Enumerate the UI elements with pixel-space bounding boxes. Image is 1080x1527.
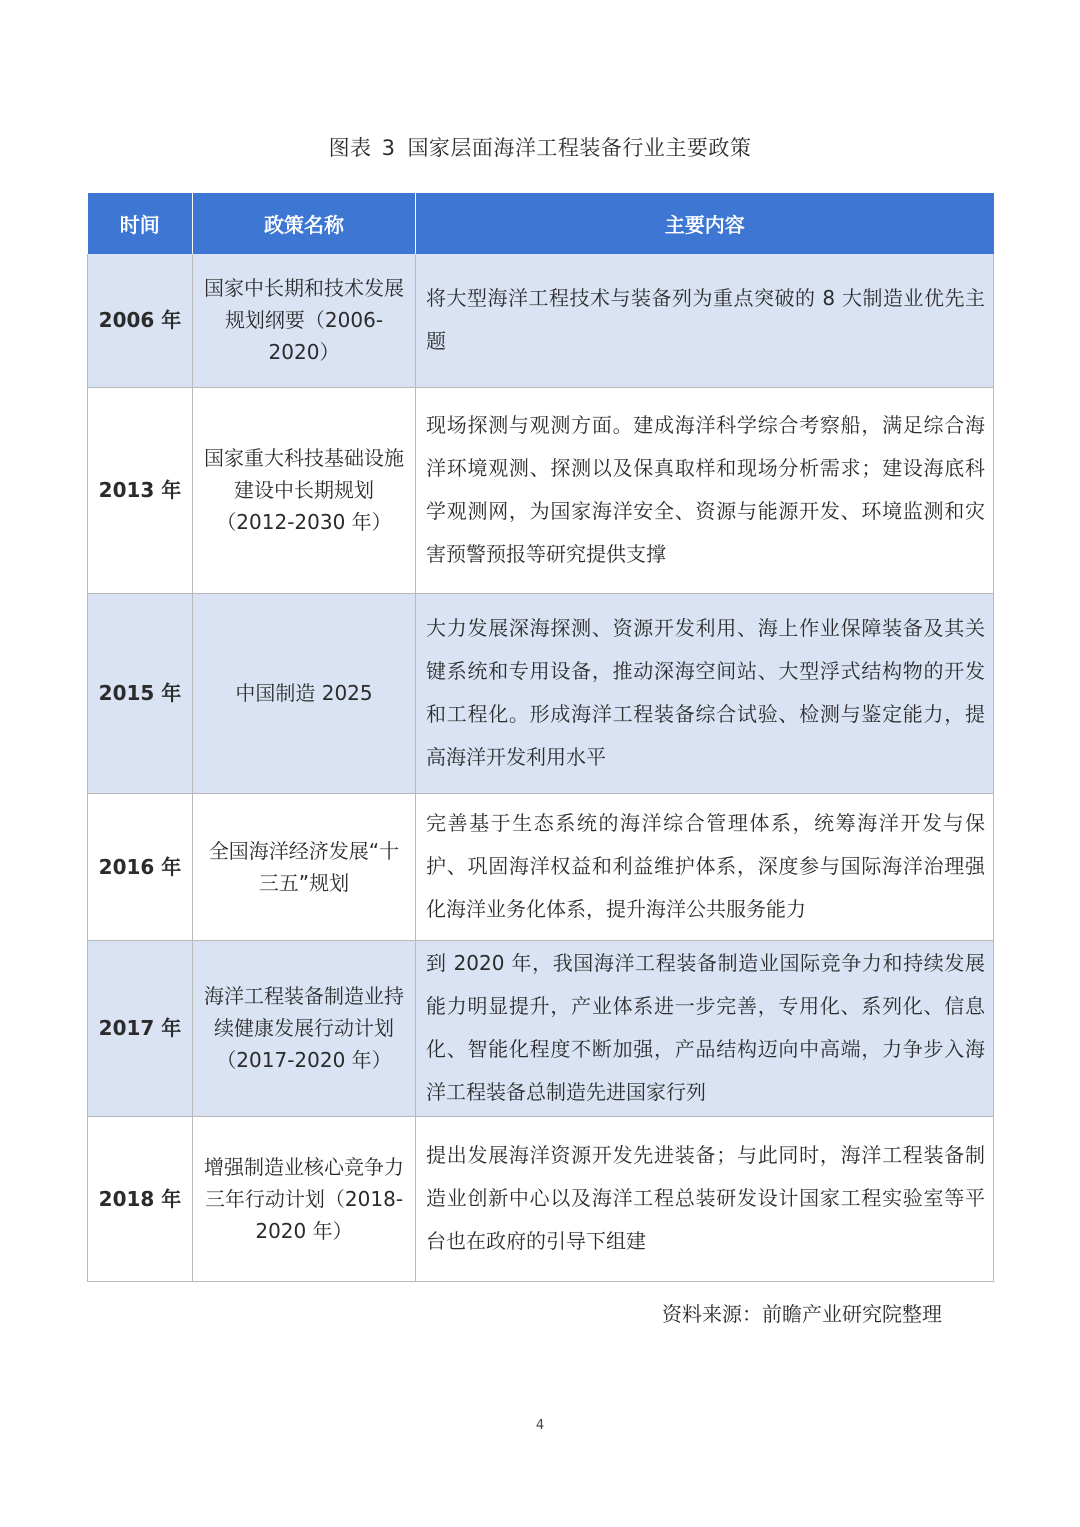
caption-title: 国家层面海洋工程装备行业主要政策 [407, 136, 752, 160]
row-content: 到 2020 年，我国海洋工程装备制造业国际竞争力和持续发展能力明显提升，产业体系进一步完善，专用化、系列化、信息化、智能化程度不断加强，产品结构迈向中高端，力争步入海洋工程装备总制造先进国家行列 [416, 940, 994, 1116]
row-year: 2018 年 [88, 1116, 193, 1281]
policy-table [87, 193, 994, 1282]
table-row [88, 387, 994, 593]
row-policy-name: 全国海洋经济发展“十三五”规划 [193, 793, 416, 940]
row-year: 2006 年 [88, 254, 193, 387]
header-time: 时间 [88, 193, 193, 254]
table-row [88, 793, 994, 940]
row-year: 2016 年 [88, 793, 193, 940]
row-content: 大力发展深海探测、资源开发利用、海上作业保障装备及其关键系统和专用设备，推动深海空间站、大型浮式结构物的开发和工程化。形成海洋工程装备综合试验、检测与鉴定能力，提高海洋开发利用水平 [416, 593, 994, 793]
row-year: 2013 年 [88, 387, 193, 593]
table-row [88, 940, 994, 1116]
row-year: 2015 年 [88, 593, 193, 793]
table-row [88, 593, 994, 793]
row-policy-name: 中国制造 2025 [193, 593, 416, 793]
table-header-row [88, 193, 994, 254]
row-policy-name: 海洋工程装备制造业持续健康发展行动计划（2017-2020 年） [193, 940, 416, 1116]
row-content: 完善基于生态系统的海洋综合管理体系，统筹海洋开发与保护、巩固海洋权益和利益维护体系，深度参与国际海洋治理强化海洋业务化体系，提升海洋公共服务能力 [416, 793, 994, 940]
table-row [88, 254, 994, 387]
table-caption [0, 132, 1080, 162]
caption-label: 图表 [328, 136, 372, 160]
row-content: 提出发展海洋资源开发先进装备；与此同时，海洋工程装备制造业创新中心以及海洋工程总装研发设计国家工程实验室等平台也在政府的引导下组建 [416, 1116, 994, 1281]
caption-number: 3 [381, 136, 396, 160]
header-main-content: 主要内容 [416, 193, 994, 254]
row-policy-name: 增强制造业核心竞争力三年行动计划（2018-2020 年） [193, 1116, 416, 1281]
row-policy-name: 国家中长期和技术发展规划纲要（2006-2020） [193, 254, 416, 387]
page-number: 4 [535, 1418, 545, 1433]
table-row [88, 1116, 994, 1281]
row-content: 现场探测与观测方面。建成海洋科学综合考察船，满足综合海洋环境观测、探测以及保真取样和现场分析需求；建设海底科学观测网，为国家海洋安全、资源与能源开发、环境监测和灾害预警预报等研究提供支撑 [416, 387, 994, 593]
row-policy-name: 国家重大科技基础设施建设中长期规划（2012-2030 年） [193, 387, 416, 593]
row-content: 将大型海洋工程技术与装备列为重点突破的 8 大制造业优先主题 [416, 254, 994, 387]
header-policy-name: 政策名称 [193, 193, 416, 254]
source-note: 资料来源：前瞻产业研究院整理 [662, 1302, 942, 1326]
row-year: 2017 年 [88, 940, 193, 1116]
